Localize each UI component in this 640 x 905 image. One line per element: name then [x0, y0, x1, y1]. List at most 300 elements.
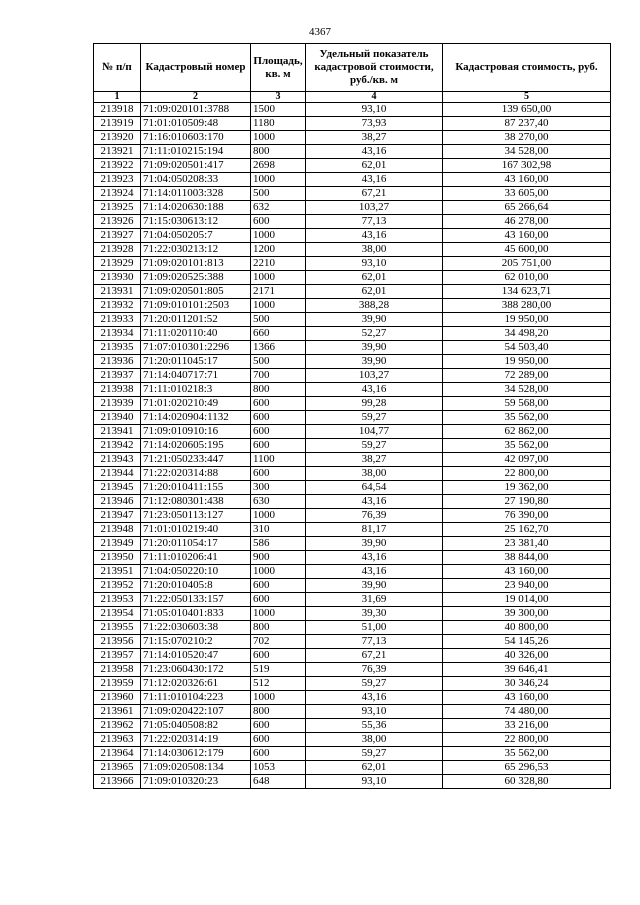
table-row	[94, 495, 611, 509]
cell-area: 600	[251, 411, 306, 425]
cell-row-number: 213944	[94, 467, 141, 481]
cell-specific-value: 43,16	[306, 173, 443, 187]
cell-specific-value: 55,36	[306, 719, 443, 733]
table-row	[94, 271, 611, 285]
cell-specific-value: 77,13	[306, 635, 443, 649]
cell-row-number: 213946	[94, 495, 141, 509]
cell-specific-value: 59,27	[306, 439, 443, 453]
cell-area: 600	[251, 397, 306, 411]
cell-specific-value: 62,01	[306, 271, 443, 285]
cell-cadastral-number: 71:14:030612:179	[141, 747, 251, 761]
cell-area: 800	[251, 621, 306, 635]
cell-specific-value: 76,39	[306, 663, 443, 677]
cell-cadastral-number: 71:22:020314:19	[141, 733, 251, 747]
table-row	[94, 397, 611, 411]
table-row	[94, 635, 611, 649]
table-row	[94, 565, 611, 579]
cell-cadastral-value: 19 950,00	[443, 313, 611, 327]
column-number: 4	[306, 92, 443, 103]
cell-cadastral-value: 139 650,00	[443, 103, 611, 117]
cell-specific-value: 103,27	[306, 201, 443, 215]
table-row	[94, 509, 611, 523]
cell-specific-value: 39,90	[306, 341, 443, 355]
cell-specific-value: 62,01	[306, 761, 443, 775]
cell-cadastral-value: 34 528,00	[443, 383, 611, 397]
column-number: 3	[251, 92, 306, 103]
cell-cadastral-value: 35 562,00	[443, 411, 611, 425]
cell-cadastral-value: 22 800,00	[443, 467, 611, 481]
cell-cadastral-value: 40 326,00	[443, 649, 611, 663]
cell-cadastral-value: 60 328,80	[443, 775, 611, 789]
table-row	[94, 481, 611, 495]
cell-specific-value: 81,17	[306, 523, 443, 537]
table-row	[94, 523, 611, 537]
cell-row-number: 213931	[94, 285, 141, 299]
cell-cadastral-value: 34 498,20	[443, 327, 611, 341]
cell-cadastral-number: 71:09:020525:388	[141, 271, 251, 285]
header-cadastral-number: Кадастровый номер	[141, 44, 251, 92]
cell-row-number: 213941	[94, 425, 141, 439]
table-row	[94, 537, 611, 551]
cell-specific-value: 52,27	[306, 327, 443, 341]
cell-row-number: 213939	[94, 397, 141, 411]
table-row	[94, 257, 611, 271]
table-row	[94, 117, 611, 131]
cell-cadastral-number: 71:12:020326:61	[141, 677, 251, 691]
cell-area: 1000	[251, 229, 306, 243]
cell-cadastral-value: 19 362,00	[443, 481, 611, 495]
column-number-row	[94, 92, 611, 103]
cell-row-number: 213936	[94, 355, 141, 369]
cell-area: 1000	[251, 565, 306, 579]
cell-cadastral-number: 71:15:030613:12	[141, 215, 251, 229]
cell-specific-value: 38,00	[306, 243, 443, 257]
cell-area: 600	[251, 579, 306, 593]
cell-cadastral-value: 54 503,40	[443, 341, 611, 355]
cell-area: 1000	[251, 131, 306, 145]
cell-area: 1500	[251, 103, 306, 117]
table-row	[94, 607, 611, 621]
cell-area: 1053	[251, 761, 306, 775]
table-row	[94, 355, 611, 369]
cell-cadastral-number: 71:22:050133:157	[141, 593, 251, 607]
table-body	[94, 103, 611, 789]
cell-area: 2171	[251, 285, 306, 299]
cell-area: 660	[251, 327, 306, 341]
cell-area: 1000	[251, 299, 306, 313]
cell-specific-value: 62,01	[306, 159, 443, 173]
column-number: 2	[141, 92, 251, 103]
cell-row-number: 213965	[94, 761, 141, 775]
cell-specific-value: 43,16	[306, 691, 443, 705]
cell-specific-value: 39,90	[306, 537, 443, 551]
table-row	[94, 775, 611, 789]
cell-cadastral-value: 134 623,71	[443, 285, 611, 299]
cell-row-number: 213963	[94, 733, 141, 747]
cell-area: 600	[251, 649, 306, 663]
cell-cadastral-value: 45 600,00	[443, 243, 611, 257]
cell-cadastral-value: 167 302,98	[443, 159, 611, 173]
cell-specific-value: 93,10	[306, 103, 443, 117]
cell-cadastral-value: 43 160,00	[443, 565, 611, 579]
table-row	[94, 649, 611, 663]
cell-row-number: 213924	[94, 187, 141, 201]
cell-specific-value: 39,90	[306, 313, 443, 327]
cell-cadastral-value: 40 800,00	[443, 621, 611, 635]
cell-specific-value: 93,10	[306, 257, 443, 271]
cell-cadastral-number: 71:01:020210:49	[141, 397, 251, 411]
table-row	[94, 551, 611, 565]
table-row	[94, 705, 611, 719]
table-row	[94, 243, 611, 257]
cell-area: 600	[251, 593, 306, 607]
cell-cadastral-number: 71:14:020904:1132	[141, 411, 251, 425]
cell-cadastral-number: 71:14:040717:71	[141, 369, 251, 383]
table-row	[94, 341, 611, 355]
cell-cadastral-value: 65 296,53	[443, 761, 611, 775]
cell-row-number: 213948	[94, 523, 141, 537]
cell-specific-value: 39,90	[306, 355, 443, 369]
cell-row-number: 213964	[94, 747, 141, 761]
cell-cadastral-value: 35 562,00	[443, 747, 611, 761]
cell-cadastral-value: 19 950,00	[443, 355, 611, 369]
table-row	[94, 579, 611, 593]
cell-row-number: 213937	[94, 369, 141, 383]
column-number: 1	[94, 92, 141, 103]
cell-specific-value: 59,27	[306, 747, 443, 761]
cell-cadastral-value: 19 014,00	[443, 593, 611, 607]
cell-row-number: 213950	[94, 551, 141, 565]
table-row	[94, 327, 611, 341]
cell-specific-value: 43,16	[306, 145, 443, 159]
cell-area: 500	[251, 355, 306, 369]
cell-cadastral-number: 71:04:050208:33	[141, 173, 251, 187]
cell-area: 630	[251, 495, 306, 509]
cell-cadastral-number: 71:09:020508:134	[141, 761, 251, 775]
cell-specific-value: 388,28	[306, 299, 443, 313]
cell-cadastral-value: 38 844,00	[443, 551, 611, 565]
cell-area: 1000	[251, 691, 306, 705]
cell-row-number: 213918	[94, 103, 141, 117]
cell-row-number: 213934	[94, 327, 141, 341]
cell-cadastral-number: 71:20:011054:17	[141, 537, 251, 551]
cell-specific-value: 51,00	[306, 621, 443, 635]
table-row	[94, 761, 611, 775]
cell-specific-value: 43,16	[306, 383, 443, 397]
table-row	[94, 159, 611, 173]
cell-row-number: 213923	[94, 173, 141, 187]
cell-cadastral-number: 71:11:020110:40	[141, 327, 251, 341]
cell-cadastral-number: 71:09:010910:16	[141, 425, 251, 439]
cell-cadastral-value: 43 160,00	[443, 691, 611, 705]
cell-cadastral-number: 71:04:050205:7	[141, 229, 251, 243]
table-row	[94, 677, 611, 691]
cell-cadastral-number: 71:09:020101:3788	[141, 103, 251, 117]
cell-cadastral-value: 76 390,00	[443, 509, 611, 523]
cell-row-number: 213949	[94, 537, 141, 551]
cell-cadastral-value: 33 605,00	[443, 187, 611, 201]
cell-row-number: 213933	[94, 313, 141, 327]
cell-cadastral-number: 71:09:020501:805	[141, 285, 251, 299]
cell-area: 900	[251, 551, 306, 565]
cell-cadastral-number: 71:21:050233:447	[141, 453, 251, 467]
cell-specific-value: 64,54	[306, 481, 443, 495]
table-row	[94, 173, 611, 187]
cell-row-number: 213962	[94, 719, 141, 733]
cell-specific-value: 43,16	[306, 551, 443, 565]
cell-cadastral-value: 25 162,70	[443, 523, 611, 537]
table-row	[94, 145, 611, 159]
cell-cadastral-value: 23 940,00	[443, 579, 611, 593]
cell-area: 1366	[251, 341, 306, 355]
cell-specific-value: 104,77	[306, 425, 443, 439]
cell-area: 500	[251, 187, 306, 201]
cell-cadastral-value: 205 751,00	[443, 257, 611, 271]
cell-cadastral-number: 71:09:020422:107	[141, 705, 251, 719]
cell-row-number: 213959	[94, 677, 141, 691]
cell-row-number: 213955	[94, 621, 141, 635]
cell-cadastral-value: 59 568,00	[443, 397, 611, 411]
table-row	[94, 621, 611, 635]
header-specific-value: Удельный показатель кадастровой стоимости, руб./кв. м	[306, 44, 443, 92]
cell-cadastral-value: 39 300,00	[443, 607, 611, 621]
header-row	[94, 44, 611, 92]
cell-area: 512	[251, 677, 306, 691]
cell-cadastral-value: 27 190,80	[443, 495, 611, 509]
table-row	[94, 439, 611, 453]
cell-cadastral-value: 87 237,40	[443, 117, 611, 131]
table-row	[94, 453, 611, 467]
cell-area: 632	[251, 201, 306, 215]
cell-cadastral-number: 71:15:070210:2	[141, 635, 251, 649]
cell-area: 700	[251, 369, 306, 383]
cell-area: 600	[251, 467, 306, 481]
cell-cadastral-number: 71:23:060430:172	[141, 663, 251, 677]
cell-cadastral-number: 71:14:010520:47	[141, 649, 251, 663]
table-row	[94, 663, 611, 677]
cell-area: 600	[251, 733, 306, 747]
cell-specific-value: 59,27	[306, 677, 443, 691]
cell-cadastral-value: 388 280,00	[443, 299, 611, 313]
table-row	[94, 719, 611, 733]
cell-cadastral-value: 65 266,64	[443, 201, 611, 215]
cell-row-number: 213921	[94, 145, 141, 159]
cell-cadastral-number: 71:20:011201:52	[141, 313, 251, 327]
cell-row-number: 213940	[94, 411, 141, 425]
cell-cadastral-number: 71:01:010219:40	[141, 523, 251, 537]
cell-cadastral-number: 71:20:011045:17	[141, 355, 251, 369]
cell-row-number: 213938	[94, 383, 141, 397]
cell-cadastral-value: 39 646,41	[443, 663, 611, 677]
cell-cadastral-number: 71:14:020630:188	[141, 201, 251, 215]
cell-cadastral-number: 71:05:010401:833	[141, 607, 251, 621]
cell-cadastral-value: 22 800,00	[443, 733, 611, 747]
table-row	[94, 313, 611, 327]
cell-area: 800	[251, 145, 306, 159]
cell-cadastral-number: 71:20:010405:8	[141, 579, 251, 593]
cell-area: 1000	[251, 509, 306, 523]
cell-specific-value: 103,27	[306, 369, 443, 383]
cell-row-number: 213926	[94, 215, 141, 229]
cell-cadastral-number: 71:12:080301:438	[141, 495, 251, 509]
cell-specific-value: 43,16	[306, 495, 443, 509]
table-row	[94, 411, 611, 425]
cell-specific-value: 73,93	[306, 117, 443, 131]
cell-specific-value: 67,21	[306, 649, 443, 663]
table-row	[94, 131, 611, 145]
cell-cadastral-number: 71:09:020101:813	[141, 257, 251, 271]
cell-area: 1100	[251, 453, 306, 467]
cell-area: 519	[251, 663, 306, 677]
cell-specific-value: 77,13	[306, 215, 443, 229]
cell-specific-value: 59,27	[306, 411, 443, 425]
cell-cadastral-value: 23 381,40	[443, 537, 611, 551]
cell-cadastral-value: 30 346,24	[443, 677, 611, 691]
cell-cadastral-value: 46 278,00	[443, 215, 611, 229]
cell-area: 800	[251, 705, 306, 719]
cell-specific-value: 99,28	[306, 397, 443, 411]
cadastral-value-table	[93, 43, 611, 789]
table-row	[94, 299, 611, 313]
cell-row-number: 213942	[94, 439, 141, 453]
cell-cadastral-number: 71:14:011003:328	[141, 187, 251, 201]
cell-specific-value: 38,00	[306, 733, 443, 747]
cell-cadastral-number: 71:11:010206:41	[141, 551, 251, 565]
cell-area: 600	[251, 439, 306, 453]
cell-area: 648	[251, 775, 306, 789]
cell-row-number: 213925	[94, 201, 141, 215]
cell-cadastral-number: 71:07:010301:2296	[141, 341, 251, 355]
cell-specific-value: 93,10	[306, 775, 443, 789]
cell-row-number: 213932	[94, 299, 141, 313]
table-row	[94, 201, 611, 215]
cell-cadastral-number: 71:04:050220:10	[141, 565, 251, 579]
table-header	[94, 44, 611, 103]
cell-row-number: 213935	[94, 341, 141, 355]
cell-row-number: 213961	[94, 705, 141, 719]
cell-specific-value: 93,10	[306, 705, 443, 719]
cell-cadastral-number: 71:01:010509:48	[141, 117, 251, 131]
cell-specific-value: 38,00	[306, 467, 443, 481]
cell-row-number: 213928	[94, 243, 141, 257]
cell-cadastral-number: 71:22:020314:88	[141, 467, 251, 481]
cell-cadastral-value: 72 289,00	[443, 369, 611, 383]
cell-cadastral-number: 71:22:030603:38	[141, 621, 251, 635]
cell-specific-value: 38,27	[306, 453, 443, 467]
header-cadastral-value: Кадастровая стоимость, руб.	[443, 44, 611, 92]
table-row	[94, 467, 611, 481]
cell-row-number: 213952	[94, 579, 141, 593]
cell-area: 2698	[251, 159, 306, 173]
cell-specific-value: 43,16	[306, 565, 443, 579]
cell-area: 500	[251, 313, 306, 327]
cell-cadastral-value: 38 270,00	[443, 131, 611, 145]
cell-area: 702	[251, 635, 306, 649]
cell-area: 600	[251, 719, 306, 733]
cell-row-number: 213919	[94, 117, 141, 131]
cell-specific-value: 39,90	[306, 579, 443, 593]
cell-row-number: 213956	[94, 635, 141, 649]
cell-row-number: 213922	[94, 159, 141, 173]
table-row	[94, 285, 611, 299]
table-row	[94, 691, 611, 705]
table-row	[94, 425, 611, 439]
table-row	[94, 229, 611, 243]
cell-cadastral-number: 71:09:010320:23	[141, 775, 251, 789]
cell-row-number: 213947	[94, 509, 141, 523]
cell-cadastral-number: 71:23:050113:127	[141, 509, 251, 523]
table-row	[94, 103, 611, 117]
cell-cadastral-number: 71:11:010215:194	[141, 145, 251, 159]
cell-specific-value: 76,39	[306, 509, 443, 523]
cell-area: 1000	[251, 607, 306, 621]
cell-row-number: 213954	[94, 607, 141, 621]
cell-row-number: 213966	[94, 775, 141, 789]
table-row	[94, 215, 611, 229]
cell-area: 586	[251, 537, 306, 551]
cell-row-number: 213943	[94, 453, 141, 467]
cell-cadastral-value: 34 528,00	[443, 145, 611, 159]
cell-cadastral-value: 54 145,26	[443, 635, 611, 649]
cell-row-number: 213951	[94, 565, 141, 579]
cell-cadastral-number: 71:11:010104:223	[141, 691, 251, 705]
cell-row-number: 213960	[94, 691, 141, 705]
cell-area: 1200	[251, 243, 306, 257]
cell-area: 800	[251, 383, 306, 397]
cell-row-number: 213953	[94, 593, 141, 607]
cell-area: 1000	[251, 271, 306, 285]
cell-cadastral-value: 42 097,00	[443, 453, 611, 467]
cell-cadastral-number: 71:20:010411:155	[141, 481, 251, 495]
cell-row-number: 213945	[94, 481, 141, 495]
table-row	[94, 733, 611, 747]
cell-row-number: 213927	[94, 229, 141, 243]
cell-area: 300	[251, 481, 306, 495]
cell-specific-value: 38,27	[306, 131, 443, 145]
cell-specific-value: 39,30	[306, 607, 443, 621]
table-row	[94, 593, 611, 607]
cell-cadastral-value: 33 216,00	[443, 719, 611, 733]
cell-cadastral-value: 62 862,00	[443, 425, 611, 439]
table-row	[94, 187, 611, 201]
header-row-number: № п/п	[94, 44, 141, 92]
cell-area: 2210	[251, 257, 306, 271]
cell-specific-value: 43,16	[306, 229, 443, 243]
cell-area: 310	[251, 523, 306, 537]
header-area: Площадь, кв. м	[251, 44, 306, 92]
page-number: 4367	[309, 26, 331, 38]
cell-cadastral-value: 74 480,00	[443, 705, 611, 719]
cell-cadastral-number: 71:09:020501:417	[141, 159, 251, 173]
table-row	[94, 383, 611, 397]
cell-area: 1000	[251, 173, 306, 187]
cell-specific-value: 62,01	[306, 285, 443, 299]
cell-cadastral-number: 71:14:020605:195	[141, 439, 251, 453]
cell-area: 600	[251, 425, 306, 439]
cell-cadastral-number: 71:22:030213:12	[141, 243, 251, 257]
table-row	[94, 747, 611, 761]
cell-row-number: 213957	[94, 649, 141, 663]
cell-row-number: 213920	[94, 131, 141, 145]
cell-area: 1180	[251, 117, 306, 131]
cell-row-number: 213929	[94, 257, 141, 271]
cell-cadastral-value: 62 010,00	[443, 271, 611, 285]
cell-specific-value: 31,69	[306, 593, 443, 607]
cell-cadastral-number: 71:09:010101:2503	[141, 299, 251, 313]
cell-cadastral-number: 71:16:010603:170	[141, 131, 251, 145]
cell-cadastral-number: 71:11:010218:3	[141, 383, 251, 397]
cell-row-number: 213930	[94, 271, 141, 285]
